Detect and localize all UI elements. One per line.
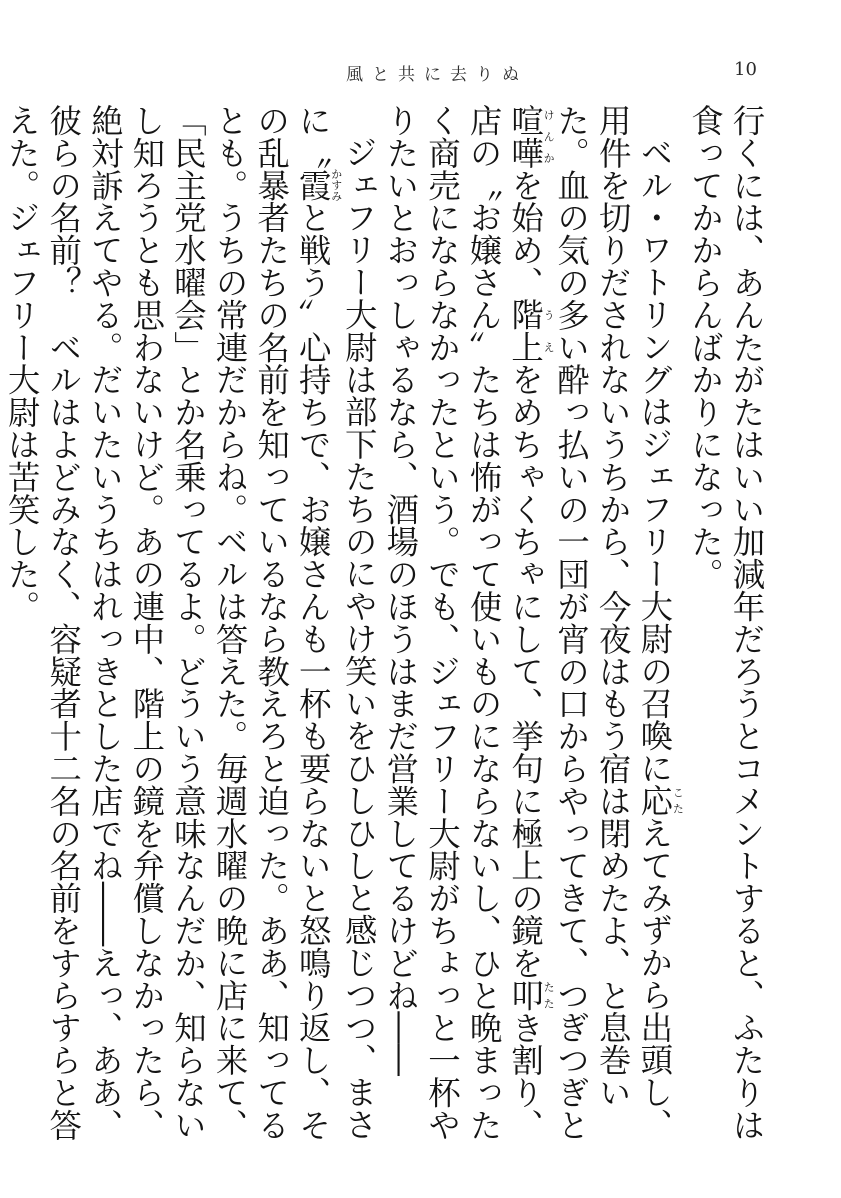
text-run: と戦う〟心持ちで、お嬢さんも一杯も要らないと怒鳴り返し、その乱暴者たちの名前を知っているなら教えろと迫った。ああ、知ってるとも。うちの常連だからね。ベルは答えた。毎週水曜の晩に店に来て、「民主党水曜会」とか名乗ってるよ。どういう意味なんだか、知らないし知ろうとも思わないけど。あの連中、階上の鏡を弁償しなかったら、絶対訴えてやる。だいたいうちはれっきとした店でね――えっ、ああ、彼らの名前？ ベルはよどみなく、容疑者十二名の名前をすらすらと答えた。ジェフリー大尉は苦笑した。 bbox=[3, 104, 333, 1141]
ruby-base: 階上 bbox=[506, 298, 545, 364]
text-run: ベル・ワトリングはジェフリー大尉の召喚に bbox=[635, 136, 674, 785]
ruby-base: 喧嘩 bbox=[506, 104, 545, 169]
text-run: をめちゃくちゃにして、挙句に極上の鏡を bbox=[506, 363, 545, 979]
text-run: ジェフリー大尉は部下たちのにやけ笑いをひしひしと感じつつ、まさに〝 bbox=[294, 104, 379, 1141]
ruby-annotated-word bbox=[506, 298, 556, 364]
paragraph bbox=[379, 104, 684, 1144]
text-run: を始め、 bbox=[506, 168, 545, 299]
paragraph bbox=[1, 104, 380, 1144]
ruby-annotated-word bbox=[506, 978, 556, 1012]
body-text bbox=[1, 104, 768, 1144]
text-run: 行くには、あんたがたはいい加減年だろうとコメントすると、ふたりは食ってかからんばかりになった。 bbox=[686, 104, 766, 1141]
ruby-base: 応 bbox=[635, 784, 674, 817]
text-run: えてみずから出頭し、用件を切りだされないうちから、今夜はもう宿は閉めたよ、と息巻いた。血の気の多い酔っ払いの一団が宵の口からやってきて、つぎつぎと bbox=[552, 104, 674, 1141]
running-title: 風と共に去りぬ bbox=[346, 65, 528, 85]
ruby-annotated-word bbox=[294, 168, 343, 202]
ruby-reading: うえ bbox=[542, 298, 556, 364]
ruby-annotated-word bbox=[506, 104, 556, 169]
ruby-reading: かすみ bbox=[329, 168, 343, 202]
text-run: き割り、店の〝お嬢さん〟たちは怖がって使いものにならないし、ひと晩まったく商売にならなかったという。でも、ジェフリー大尉がちょっと一杯やりたいとおっしゃるなら、酒場のほうはまだ営業してるけどね―― bbox=[381, 104, 545, 1141]
page-number: 10 bbox=[734, 59, 757, 80]
ruby-reading: たた bbox=[542, 978, 556, 1012]
ruby-base: 叩 bbox=[506, 978, 545, 1012]
ruby-reading: こた bbox=[671, 784, 685, 817]
ruby-annotated-word bbox=[635, 784, 685, 817]
paragraph bbox=[684, 104, 767, 1144]
ruby-reading: けんか bbox=[542, 104, 556, 169]
ruby-base: 霞 bbox=[294, 168, 333, 202]
